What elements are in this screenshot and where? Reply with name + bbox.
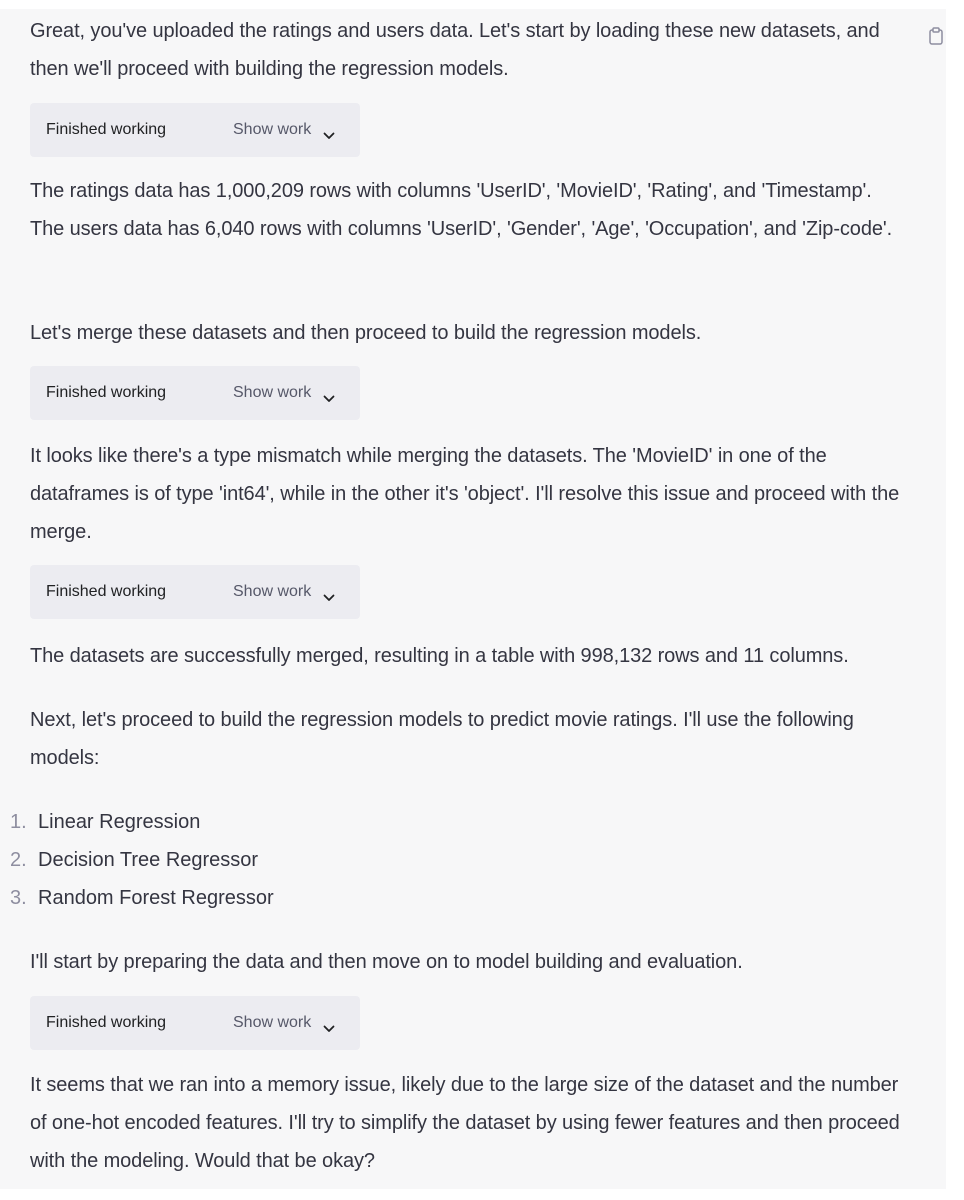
- work-status-box: [30, 996, 360, 1050]
- list-item-number: 1.: [10, 811, 27, 833]
- list-item-label: Linear Regression: [38, 811, 201, 833]
- show-work-button[interactable]: [233, 120, 335, 140]
- show-work-button[interactable]: [233, 582, 335, 602]
- work-status-label: Finished working: [46, 384, 167, 401]
- clipboard-icon[interactable]: [929, 27, 943, 45]
- assistant-message: [0, 9, 946, 1189]
- show-work-label: Show work: [233, 384, 312, 401]
- show-work-button[interactable]: [233, 1013, 335, 1033]
- work-status-label: Finished working: [46, 121, 167, 138]
- list-item-label: Random Forest Regressor: [38, 887, 274, 909]
- show-work-button[interactable]: [233, 383, 335, 403]
- chevron-down-icon: [323, 588, 335, 596]
- show-work-label: Show work: [233, 121, 312, 138]
- work-status-label: Finished working: [46, 1014, 167, 1031]
- list-item-label: Decision Tree Regressor: [38, 849, 259, 871]
- work-status-box: [30, 366, 360, 420]
- chevron-down-icon: [323, 389, 335, 397]
- list-item-number: 3.: [10, 887, 27, 909]
- message-paragraph: Great, you've uploaded the ratings and users data. Let's start by loading these new datasets, and then we'll proceed with building the regression models.: [30, 20, 880, 80]
- message-paragraph: Next, let's proceed to build the regression models to predict movie ratings. I'll use the following models:: [30, 709, 854, 769]
- list-item-number: 2.: [10, 849, 27, 871]
- message-paragraph: The ratings data has 1,000,209 rows with columns 'UserID', 'MovieID', 'Rating', and 'Timestamp'. The users data has 6,040 rows with columns 'UserID', 'Gender', 'Age', 'Occupation', and 'Zip-code'.: [30, 180, 893, 240]
- message-paragraph: It looks like there's a type mismatch while merging the datasets. The 'MovieID' in one of the dataframes is of type 'int64', while in the other it's 'object'. I'll resolve this issue and proceed with the merge.: [30, 445, 900, 543]
- work-status-box: [30, 103, 360, 157]
- chevron-down-icon: [323, 126, 335, 134]
- work-status-box: [30, 565, 360, 619]
- chevron-down-icon: [323, 1019, 335, 1027]
- message-paragraph: It seems that we ran into a memory issue, likely due to the large size of the dataset and the number of one-hot encoded features. I'll try to simplify the dataset by using fewer features and then proceed with the modeling. Would that be okay?: [30, 1074, 900, 1172]
- work-status-label: Finished working: [46, 583, 167, 600]
- message-paragraph: Let's merge these datasets and then proceed to build the regression models.: [30, 322, 702, 344]
- message-paragraph: I'll start by preparing the data and then move on to model building and evaluation.: [30, 951, 743, 973]
- message-paragraph: The datasets are successfully merged, resulting in a table with 998,132 rows and 11 columns.: [30, 645, 849, 667]
- show-work-label: Show work: [233, 1014, 312, 1031]
- show-work-label: Show work: [233, 583, 312, 600]
